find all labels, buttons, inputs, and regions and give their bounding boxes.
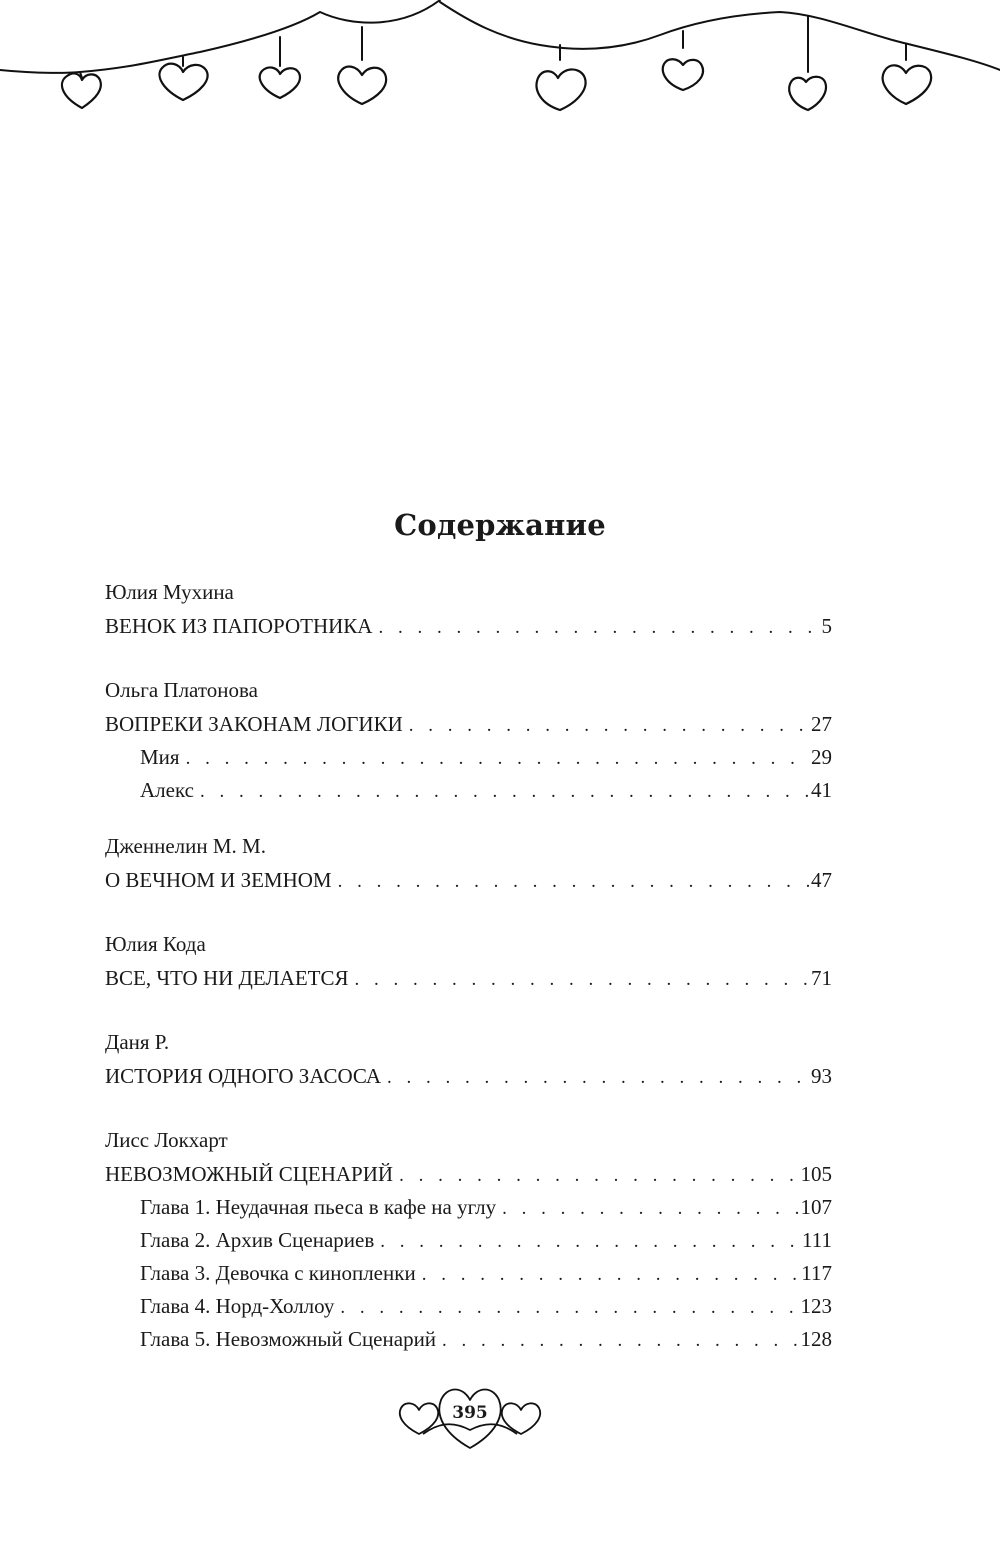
toc-entry-page: 117 (801, 1261, 832, 1285)
toc-entry-title: Алекс (140, 778, 194, 802)
dot-leader (502, 1192, 798, 1225)
toc-entry-page: 123 (800, 1294, 832, 1318)
toc-subentry[interactable] (105, 774, 832, 807)
toc-subentry[interactable] (105, 741, 832, 774)
toc-entry-title: Глава 3. Девочка с кинопленки (140, 1261, 416, 1285)
toc-entry-title: НЕВОЗМОЖНЫЙ СЦЕНАРИЙ (105, 1162, 394, 1186)
toc-entry-title: ИСТОРИЯ ОДНОГО ЗАСОСА (105, 1064, 381, 1088)
toc-entry-title: ВОПРЕКИ ЗАКОНАМ ЛОГИКИ (105, 712, 403, 736)
dot-leader (200, 775, 809, 808)
dot-leader (340, 1291, 798, 1324)
dot-leader (442, 1324, 798, 1357)
toc-author: Дженнелин М. М. (105, 834, 266, 858)
toc-entry-page: 5 (821, 614, 832, 638)
page-title: Содержание (394, 508, 606, 542)
toc-subentry[interactable] (105, 1224, 832, 1257)
heart-garland-icon (0, 0, 1000, 125)
dot-leader (387, 1061, 809, 1095)
toc-entry-title: Мия (140, 745, 180, 769)
dot-leader (378, 611, 819, 645)
toc-subentry[interactable] (105, 1290, 832, 1323)
toc-entry-title: Глава 5. Невозможный Сценарий (140, 1327, 437, 1351)
toc-entry[interactable] (105, 707, 832, 741)
toc-entry-title: О ВЕЧНОМ И ЗЕМНОМ (105, 868, 332, 892)
toc-entry-title: ВЕНОК ИЗ ПАПОРОТНИКА (105, 614, 373, 638)
toc-entry-page: 107 (800, 1195, 832, 1219)
dot-leader (355, 963, 810, 997)
toc-entry-page: 111 (802, 1228, 832, 1252)
toc-section (105, 575, 832, 643)
toc-entry-page: 71 (811, 966, 832, 990)
toc-author: Лисс Локхарт (105, 1128, 228, 1152)
toc-author: Ольга Платонова (105, 678, 258, 702)
toc-entry-page: 105 (800, 1162, 832, 1186)
dot-leader (399, 1159, 798, 1193)
toc-entry-page: 47 (811, 868, 832, 892)
toc-subentry[interactable] (105, 1323, 832, 1356)
toc-entry-page: 128 (800, 1327, 832, 1351)
toc-entry[interactable] (105, 1059, 832, 1093)
toc-section (105, 927, 832, 995)
dot-leader (380, 1225, 800, 1258)
toc-section (105, 1025, 832, 1093)
toc-section (105, 829, 832, 897)
toc-author: Юлия Мухина (105, 580, 234, 604)
toc-section (105, 1123, 832, 1356)
toc-entry-page: 93 (811, 1064, 832, 1088)
toc-entry[interactable] (105, 863, 832, 897)
page-footer (395, 1380, 545, 1452)
toc-entry[interactable] (105, 961, 832, 995)
toc-entry-title: Глава 1. Неудачная пьеса в кафе на углу (140, 1195, 497, 1219)
page-number: 395 (452, 1403, 488, 1423)
toc-author: Даня Р. (105, 1030, 170, 1054)
table-of-contents (105, 575, 832, 1378)
toc-author: Юлия Кода (105, 932, 206, 956)
toc-entry-page: 27 (811, 712, 832, 736)
dot-leader (338, 865, 809, 899)
toc-entry-title: Глава 4. Норд-Холлоу (140, 1294, 335, 1318)
dot-leader (186, 742, 809, 775)
dot-leader (422, 1258, 800, 1291)
toc-subentry[interactable] (105, 1191, 832, 1224)
toc-entry[interactable] (105, 1157, 832, 1191)
toc-entry-page: 41 (811, 778, 832, 802)
dot-leader (409, 709, 809, 743)
toc-subentry[interactable] (105, 1257, 832, 1290)
toc-section (105, 673, 832, 807)
toc-entry[interactable] (105, 609, 832, 643)
toc-entry-title: Глава 2. Архив Сценариев (140, 1228, 375, 1252)
toc-entry-title: ВСЕ, ЧТО НИ ДЕЛАЕТСЯ (105, 966, 349, 990)
toc-entry-page: 29 (811, 745, 832, 769)
